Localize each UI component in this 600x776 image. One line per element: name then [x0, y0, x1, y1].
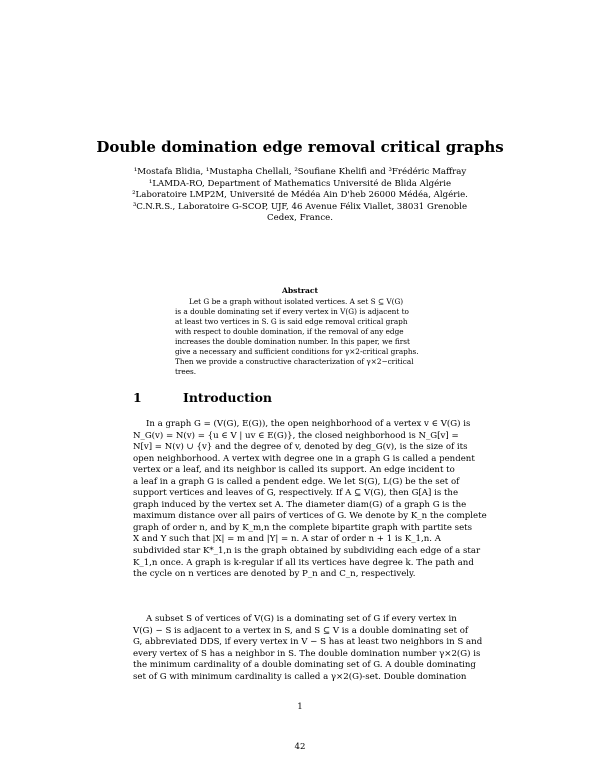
body-line: subdivided star K*_1,n is the graph obtained by subdividing each edge of a star	[133, 546, 481, 557]
section-number: 1	[133, 390, 142, 405]
body-line: open neighborhood. A vertex with degree one in a graph G is called a pendent	[133, 453, 475, 464]
abstract-line: at least two vertices in S. G is said edge removal critical graph	[175, 317, 408, 327]
abstract-line: increases the double domination number. In this paper, we first	[175, 337, 410, 347]
body-line: N[v] = N(v) ∪ {v} and the degree of v, denoted by deg_G(v), is the size of its	[133, 442, 468, 453]
abstract-line: trees.	[175, 367, 197, 377]
author-names: ¹Mostafa Blidia, ¹Mustapha Chellali, ²Soufiane Khelifi and ³Frédéric Maffray	[133, 167, 467, 177]
body-line: graph induced by the vertex set A. The diameter diam(G) of a graph G is the	[133, 499, 467, 510]
affiliation-3: ³C.N.R.S., Laboratoire G-SCOP, UJF, 46 Avenue Félix Viallet, 38031 Grenoble	[132, 201, 468, 212]
paper-title: Double domination edge removal critical graphs	[96, 138, 504, 156]
body-line: vertex or a leaf, and its neighbor is called its support. An edge incident to	[133, 465, 455, 476]
body-line: In a graph G = (V(G), E(G)), the open neighborhood of a vertex v ∈ V(G) is	[146, 419, 471, 429]
affiliation-2: ²Laboratoire LMP2M, Université de Médéa Ain D'heb 26000 Médéa, Algérie.	[132, 190, 468, 201]
page-number: 1	[297, 702, 303, 712]
body-line: a leaf in a graph G is called a pendent edge. We let S(G), L(G) be the set of	[133, 476, 460, 487]
body-line: the cycle on n vertices are denoted by P_n and C_n, respectively.	[133, 569, 416, 580]
body-line: set of G with minimum cardinality is called a γ×2(G)-set. Double domination	[133, 671, 467, 682]
section-heading	[133, 390, 272, 405]
body-line: K_1,n once. A graph is k-regular if all its vertices have degree k. The path and	[133, 557, 474, 568]
section-title: Introduction	[183, 390, 273, 405]
affiliation-3-continued: Cedex, France.	[267, 213, 333, 224]
body-line: support vertices and leaves of G, respectively. If A ⊆ V(G), then G[A] is the	[133, 488, 459, 499]
abstract-line: Then we provide a constructive characterization of γ×2−critical	[175, 357, 414, 367]
abstract-heading: Abstract	[281, 286, 319, 295]
body-line: every vertex of S has a neighbor in S. The double domination number γ×2(G) is	[133, 648, 481, 659]
intro-paragraph-1	[133, 419, 487, 581]
abstract-line: with respect to double domination, if the removal of any edge	[175, 327, 404, 337]
body-line: graph of order n, and by K_m,n the complete bipartite graph with partite sets	[133, 522, 473, 533]
affiliation-1: ¹LAMDA-RO, Department of Mathematics Université de Blida Algérie	[148, 178, 452, 189]
intro-paragraph-2	[133, 614, 483, 683]
abstract-line: Let G be a graph without isolated vertices. A set S ⊆ V(G)	[189, 297, 404, 306]
body-line: A subset S of vertices of V(G) is a dominating set of G if every vertex in	[146, 614, 457, 624]
abstract-text	[175, 297, 427, 377]
abstract-line: give a necessary and sufficient conditions for γ×2-critical graphs.	[175, 347, 419, 357]
abstract-line: is a double dominating set if every vertex in V(G) is adjacent to	[175, 307, 409, 317]
journal-page-number: 42	[294, 742, 306, 752]
body-line: G, abbreviated DDS, if every vertex in V − S has at least two neighbors in S and	[133, 637, 483, 648]
body-line: X and Y such that |X| = m and |Y| = n. A star of order n + 1 is K_1,n. A	[133, 534, 441, 545]
body-line: maximum distance over all pairs of vertices of G. We denote by K_n the complete	[133, 511, 487, 522]
body-line: the minimum cardinality of a double dominating set of G. A double dominating	[133, 660, 476, 671]
body-line: N_G(v) = N(v) = {u ∈ V | uv ∈ E(G)}, the closed neighborhood is N_G[v] =	[133, 430, 459, 441]
body-line: V(G) − S is adjacent to a vertex in S, and S ⊆ V is a double dominating set of	[133, 625, 469, 636]
author-block	[100, 167, 500, 225]
